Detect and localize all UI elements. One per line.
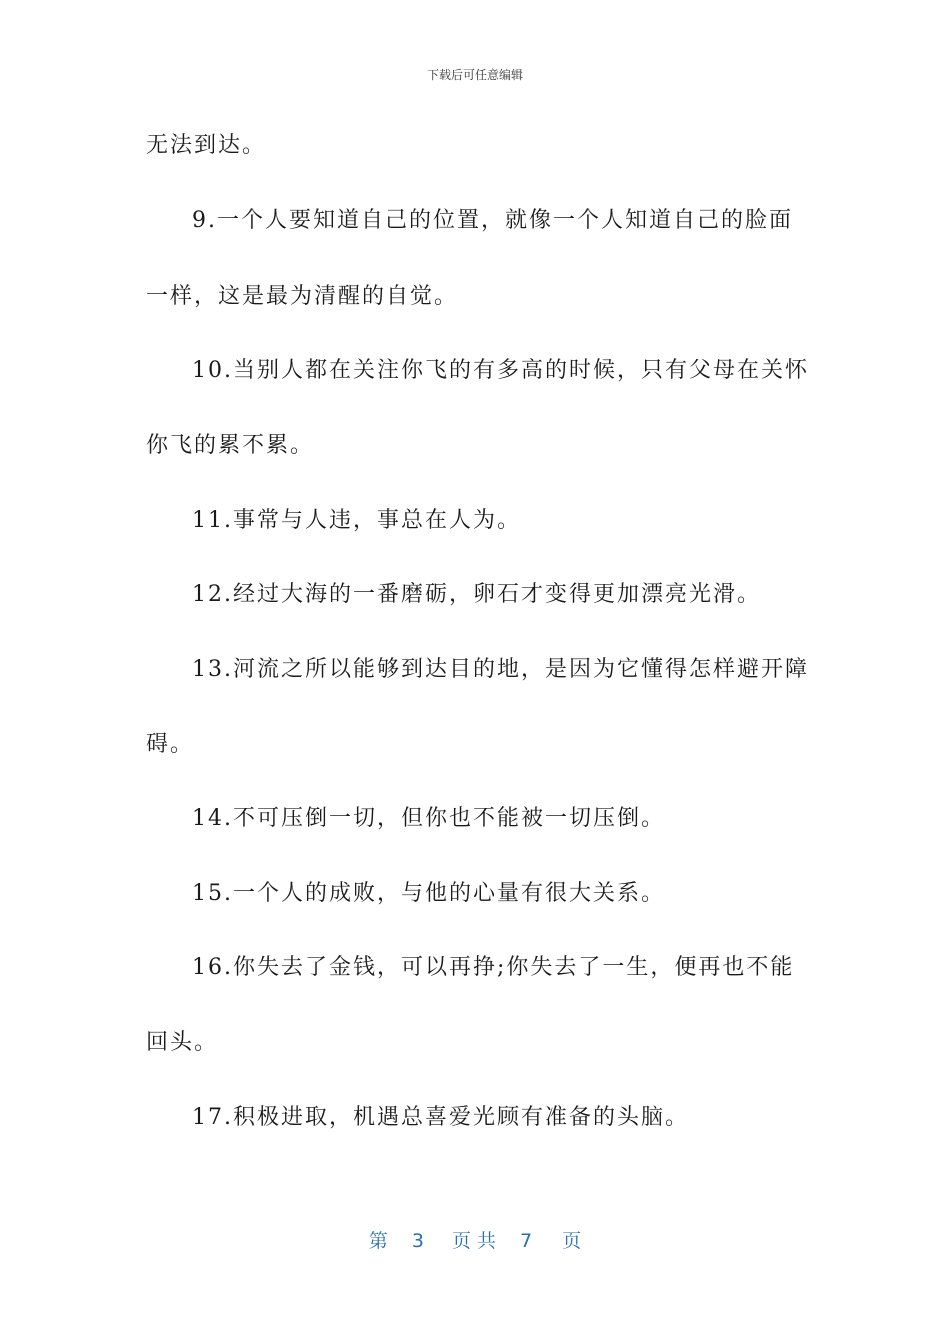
paragraph-line: 11.事常与人违，事总在人为。 <box>192 508 521 533</box>
footer-current-page: 3 <box>411 1230 424 1252</box>
paragraph-line: 15.一个人的成败，与他的心量有很大关系。 <box>192 881 665 906</box>
footer-total-pages: 7 <box>520 1230 533 1252</box>
paragraph-line: 你飞的累不累。 <box>146 433 315 458</box>
paragraph-line: 回头。 <box>146 1030 219 1055</box>
header-note: 下载后可任意编辑 <box>426 68 523 82</box>
paragraph-line: 10.当别人都在关注你飞的有多高的时候，只有父母在关怀 <box>192 358 809 383</box>
paragraph-line: 13.河流之所以能够到达目的地，是因为它懂得怎样避开障 <box>192 657 809 682</box>
paragraph-line: 14.不可压倒一切，但你也不能被一切压倒。 <box>192 806 665 831</box>
paragraph-line: 12.经过大海的一番磨砺，卵石才变得更加漂亮光滑。 <box>192 582 761 607</box>
footer-middle: 页共 <box>451 1230 502 1252</box>
paragraph-line: 16.你失去了金钱，可以再挣;你失去了一生，便再也不能 <box>192 955 795 980</box>
paragraph-line: 17.积极进取，机遇总喜爱光顾有准备的头脑。 <box>192 1105 689 1130</box>
footer-prefix: 第 <box>368 1230 388 1252</box>
paragraph-line: 无法到达。 <box>146 133 267 158</box>
paragraph-line: 一样，这是最为清醒的自觉。 <box>146 284 459 309</box>
page-footer <box>0 1226 950 1253</box>
paragraph-line: 9.一个人要知道自己的位置，就像一个人知道自己的脸面 <box>192 208 793 233</box>
footer-suffix: 页 <box>562 1230 582 1252</box>
paragraph-line: 碍。 <box>146 732 195 757</box>
